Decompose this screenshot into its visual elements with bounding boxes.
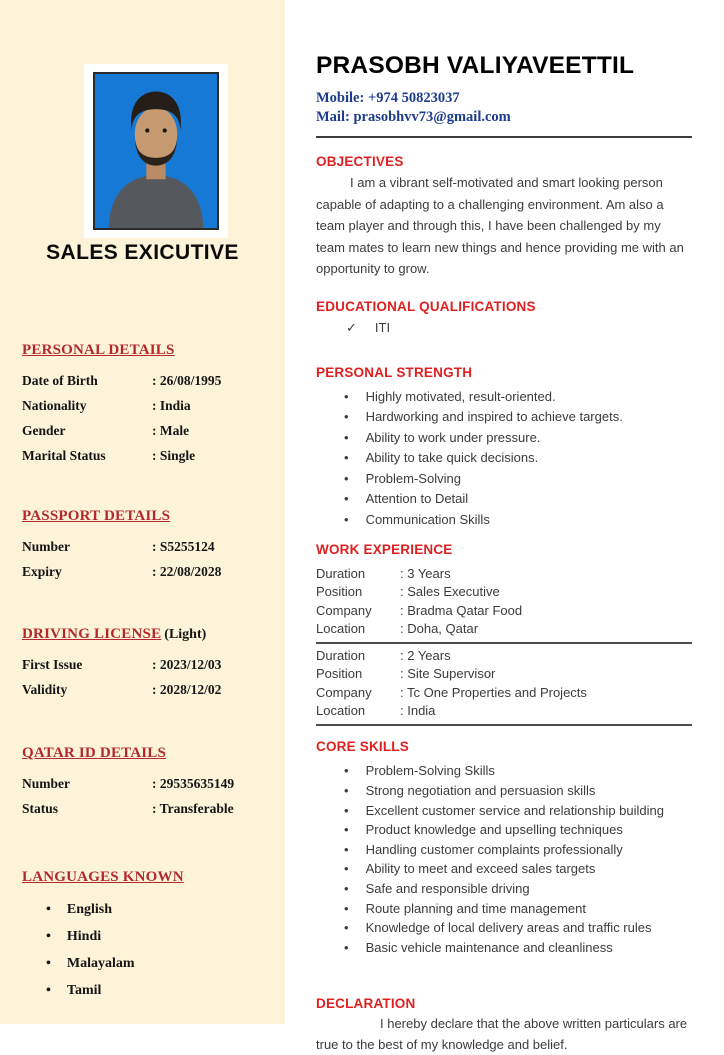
core-skill-item: • Strong negotiation and persuasion skills bbox=[344, 781, 692, 801]
passport-details-title: PASSPORT DETAILS bbox=[22, 508, 171, 524]
work-entry bbox=[316, 647, 692, 726]
detail-value: : 26/08/1995 bbox=[152, 373, 222, 388]
photo-frame bbox=[84, 64, 228, 238]
core-skill-item: • Ability to meet and exceed sales targets bbox=[344, 859, 692, 879]
work-label: Position bbox=[316, 584, 363, 600]
detail-row bbox=[22, 657, 269, 673]
education-item-label: ITI bbox=[374, 319, 391, 335]
core-skill-item: • Knowledge of local delivery areas and traffic rules bbox=[344, 918, 692, 938]
detail-label: Gender bbox=[22, 423, 66, 438]
objectives-text: I am a vibrant self-motivated and smart looking person capable of adapting to a challenging environment. Am also a team player and through this, I have been challenged by my team mates to learn new things and hence providing me with an opportunity to grow. bbox=[316, 175, 684, 276]
detail-label: Validity bbox=[22, 682, 68, 697]
work-value: : 2 Years bbox=[400, 648, 451, 664]
detail-row bbox=[22, 539, 269, 555]
detail-row bbox=[22, 564, 269, 580]
personal-strength-list bbox=[316, 387, 692, 531]
strength-item: • Problem-Solving bbox=[344, 469, 692, 490]
candidate-name: PRASOBH VALIYAVEETTIL bbox=[316, 52, 635, 79]
language-item: • Malayalam bbox=[46, 956, 269, 972]
strength-item: • Communication Skills bbox=[344, 510, 692, 531]
work-label: Position bbox=[316, 666, 363, 682]
detail-value: : 2028/12/02 bbox=[152, 682, 222, 697]
declaration-text: I hereby declare that the above written particulars are true to the best of my knowledge and belief. bbox=[316, 1016, 688, 1053]
language-item: • English bbox=[46, 902, 269, 918]
work-label: Location bbox=[316, 620, 366, 636]
detail-value: : 22/08/2028 bbox=[152, 564, 222, 579]
detail-label: Expiry bbox=[22, 564, 62, 579]
detail-row bbox=[22, 682, 269, 698]
detail-value: : S5255124 bbox=[152, 539, 215, 554]
declaration-title: DECLARATION bbox=[316, 996, 416, 1012]
work-label: Location bbox=[316, 703, 366, 719]
detail-value: : 2023/12/03 bbox=[152, 657, 222, 672]
personal-details-title: PERSONAL DETAILS bbox=[22, 342, 175, 358]
passport-details-section bbox=[22, 508, 269, 580]
detail-row bbox=[22, 423, 269, 439]
work-value: : 3 Years bbox=[400, 566, 451, 581]
work-entry bbox=[316, 565, 692, 644]
contact-mail: Mail: prasobhvv73@gmail.com bbox=[316, 109, 511, 125]
work-experience-title: WORK EXPERIENCE bbox=[316, 542, 453, 557]
core-skill-item: • Excellent customer service and relationship building bbox=[344, 801, 692, 821]
work-label: Company bbox=[316, 684, 372, 700]
work-label: Company bbox=[316, 602, 372, 618]
work-row bbox=[316, 620, 692, 638]
core-skill-item: • Route planning and time management bbox=[344, 899, 692, 919]
core-skill-item: • Problem-Solving Skills bbox=[344, 761, 692, 781]
work-experience-table bbox=[316, 565, 692, 726]
work-row bbox=[316, 702, 692, 720]
personal-details-section bbox=[22, 342, 269, 464]
detail-label: Nationality bbox=[22, 398, 87, 413]
qatar-id-title: QATAR ID DETAILS bbox=[22, 745, 167, 761]
work-value: : Doha, Qatar bbox=[400, 620, 479, 636]
portrait-photo bbox=[93, 72, 219, 230]
work-value: : India bbox=[400, 703, 436, 719]
detail-label: Date of Birth bbox=[22, 373, 98, 388]
work-row bbox=[316, 602, 692, 620]
work-row bbox=[316, 665, 692, 683]
education-title: EDUCATIONAL QUALIFICATIONS bbox=[316, 298, 536, 314]
work-value: : Bradma Qatar Food bbox=[400, 602, 523, 618]
core-skill-item: • Handling customer complaints professionally bbox=[344, 840, 692, 860]
language-item: • Tamil bbox=[46, 983, 269, 999]
objectives-title: OBJECTIVES bbox=[316, 154, 404, 169]
detail-label: Marital Status bbox=[22, 448, 106, 463]
personal-strength-title: PERSONAL STRENGTH bbox=[316, 364, 473, 380]
detail-value: : Male bbox=[152, 423, 190, 438]
header-divider bbox=[316, 136, 692, 138]
work-row bbox=[316, 684, 692, 702]
detail-row bbox=[22, 776, 269, 792]
work-value: : Tc One Properties and Projects bbox=[400, 684, 587, 700]
strength-item: • Highly motivated, result-oriented. bbox=[344, 387, 692, 408]
contact-mobile: Mobile: +974 50823037 bbox=[316, 90, 460, 106]
work-value: : Site Supervisor bbox=[400, 666, 496, 682]
work-label: Duration bbox=[316, 566, 366, 581]
strength-item: • Ability to take quick decisions. bbox=[344, 448, 692, 469]
detail-row bbox=[22, 448, 269, 464]
role-title: SALES EXICUTIVE bbox=[46, 241, 239, 264]
core-skills-list bbox=[316, 761, 692, 957]
driving-license-suffix: (Light) bbox=[164, 627, 207, 642]
core-skill-item: • Basic vehicle maintenance and cleanliness bbox=[344, 938, 692, 958]
strength-item: • Hardworking and inspired to achieve targets. bbox=[344, 407, 692, 428]
main-content bbox=[285, 0, 724, 1053]
strength-item: • Attention to Detail bbox=[344, 489, 692, 510]
driving-license-title: DRIVING LICENSE bbox=[22, 626, 162, 642]
core-skills-title: CORE SKILLS bbox=[316, 739, 409, 755]
core-skill-item: • Product knowledge and upselling techniques bbox=[344, 820, 692, 840]
sidebar bbox=[0, 0, 285, 1024]
qatar-id-section bbox=[22, 745, 269, 817]
languages-title: LANGUAGES KNOWN bbox=[22, 869, 184, 885]
detail-row bbox=[22, 398, 269, 414]
driving-license-section bbox=[22, 625, 269, 698]
core-skill-item: • Safe and responsible driving bbox=[344, 879, 692, 899]
checkmark-icon: ✓ bbox=[346, 319, 357, 335]
work-label: Duration bbox=[316, 648, 366, 664]
detail-value: : India bbox=[152, 398, 191, 413]
detail-label: Number bbox=[22, 539, 70, 554]
detail-label: First Issue bbox=[22, 657, 83, 672]
education-item bbox=[346, 320, 692, 336]
detail-row bbox=[22, 801, 269, 817]
detail-label: Number bbox=[22, 776, 70, 791]
detail-value: : Single bbox=[152, 448, 196, 463]
detail-value: : Transferable bbox=[152, 801, 234, 816]
detail-label: Status bbox=[22, 801, 59, 816]
languages-section bbox=[22, 869, 269, 999]
language-item: • Hindi bbox=[46, 929, 269, 945]
work-row bbox=[316, 647, 692, 665]
detail-row bbox=[22, 373, 269, 389]
contact-block bbox=[316, 89, 692, 127]
work-row bbox=[316, 583, 692, 601]
work-value: : Sales Executive bbox=[400, 584, 500, 600]
detail-value: : 29535635149 bbox=[152, 776, 235, 791]
work-row bbox=[316, 565, 692, 583]
strength-item: • Ability to work under pressure. bbox=[344, 428, 692, 449]
